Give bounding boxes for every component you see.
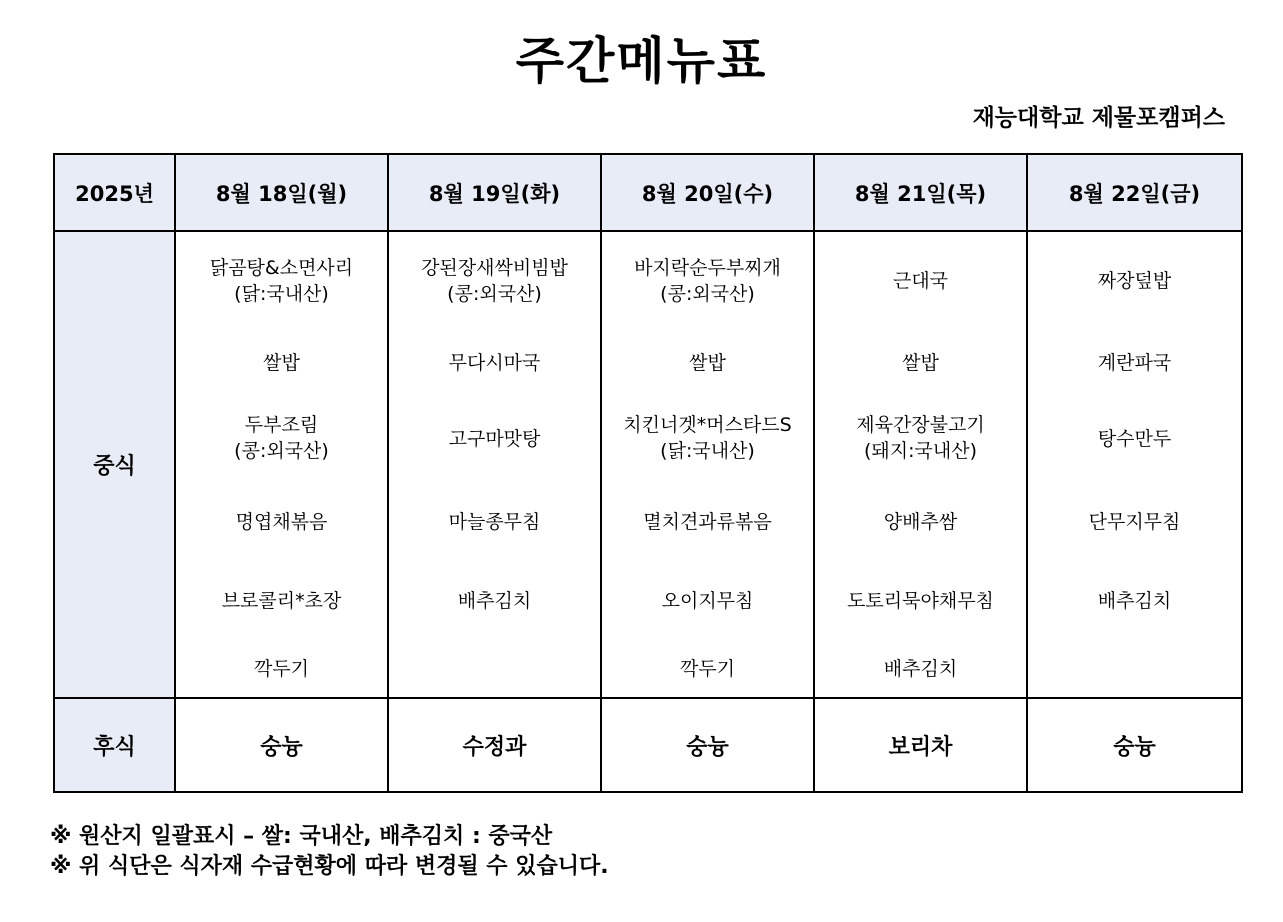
dish-origin: (닭:국내산): [234, 283, 329, 305]
dish-name: 배추김치: [883, 658, 958, 680]
menu-item: [1028, 268, 1241, 294]
dish-name: 마늘종무침: [448, 511, 541, 533]
lunch-cell: [601, 231, 814, 698]
dish-name: 양배추쌈: [883, 511, 958, 533]
lunch-label: 중식: [54, 231, 175, 698]
menu-item: [1028, 588, 1241, 614]
dessert-cell: 숭늉: [1027, 698, 1242, 792]
dish-name: 도토리묵야채무침: [847, 590, 994, 612]
menu-item: [815, 268, 1026, 294]
dish-name: 배추김치: [457, 590, 532, 612]
day-header: 8월 20일(수): [601, 154, 814, 231]
menu-item: [602, 588, 813, 614]
dish-name: 탕수만두: [1097, 428, 1172, 450]
campus-name: 재능대학교 제물포캠퍼스: [972, 105, 1225, 131]
menu-item: [815, 509, 1026, 535]
dish-name: 쌀밥: [263, 352, 300, 374]
year-header: 2025년: [54, 154, 175, 231]
page-title: 주간메뉴표: [515, 32, 768, 90]
dish-name: 강된장새싹비빔밥: [421, 257, 568, 279]
menu-item: [815, 412, 1026, 464]
dish-name: 닭곰탕&소면사리: [209, 257, 354, 279]
menu-item: [1028, 426, 1241, 452]
dish-name: 깍두기: [253, 658, 310, 680]
dish-name: 배추김치: [1097, 590, 1172, 612]
menu-item: [389, 350, 600, 376]
dish-name: 무다시마국: [448, 352, 541, 374]
menu-item: [602, 255, 813, 307]
menu-item: [815, 350, 1026, 376]
menu-item: [176, 656, 387, 682]
lunch-cell: [814, 231, 1027, 698]
dish-name: 두부조림: [244, 414, 319, 436]
change-note: ※ 위 식단은 식자재 수급현황에 따라 변경될 수 있습니다.: [50, 854, 609, 879]
notes: [50, 822, 609, 882]
menu-item: [815, 588, 1026, 614]
dish-name: 계란파국: [1097, 352, 1172, 374]
dish-name: 쌀밥: [689, 352, 726, 374]
dish-name: 브로콜리*초장: [221, 590, 342, 612]
menu-item: [602, 350, 813, 376]
menu-item: [602, 412, 813, 464]
dish-name: 짜장덮밥: [1097, 270, 1172, 292]
dish-name: 치킨너겟*머스타드S: [623, 414, 792, 436]
dessert-cell: 수정과: [388, 698, 601, 792]
lunch-row: [54, 231, 1242, 698]
dish-name: 명엽채볶음: [235, 511, 328, 533]
menu-item: [176, 255, 387, 307]
dish-name: 오이지무침: [661, 590, 754, 612]
menu-item: [1028, 509, 1241, 535]
dessert-label: 후식: [54, 698, 175, 792]
menu-item: [176, 509, 387, 535]
menu-item: [1028, 350, 1241, 376]
dish-origin: (콩:외국산): [234, 440, 329, 462]
dish-name: 깍두기: [679, 658, 736, 680]
dish-name: 쌀밥: [902, 352, 939, 374]
menu-item: [602, 656, 813, 682]
dessert-cell: 숭늉: [601, 698, 814, 792]
dish-name: 제육간장불고기: [856, 414, 985, 436]
menu-item: [176, 588, 387, 614]
lunch-cell: [175, 231, 388, 698]
day-header: 8월 22일(금): [1027, 154, 1242, 231]
dish-origin: (콩:외국산): [660, 283, 755, 305]
dish-origin: (닭:국내산): [660, 440, 755, 462]
menu-item: [389, 426, 600, 452]
dessert-row: [54, 698, 1242, 792]
dish-origin: (돼지:국내산): [864, 440, 977, 462]
day-header: 8월 21일(목): [814, 154, 1027, 231]
dish-origin: (콩:외국산): [447, 283, 542, 305]
menu-item: [815, 656, 1026, 682]
lunch-cell: [1027, 231, 1242, 698]
weekly-menu-table: [53, 153, 1243, 793]
origin-note: ※ 원산지 일괄표시 – 쌀: 국내산, 배추김치 : 중국산: [50, 824, 553, 849]
day-header: 8월 18일(월): [175, 154, 388, 231]
lunch-cell: [388, 231, 601, 698]
dish-name: 고구마맛탕: [448, 428, 541, 450]
dessert-cell: 숭늉: [175, 698, 388, 792]
menu-item: [389, 255, 600, 307]
menu-item: [176, 350, 387, 376]
dish-name: 멸치견과류볶음: [643, 511, 772, 533]
day-header: 8월 19일(화): [388, 154, 601, 231]
menu-item: [176, 412, 387, 464]
header-row: [54, 154, 1242, 231]
dish-name: 근대국: [892, 270, 949, 292]
dish-name: 바지락순두부찌개: [634, 257, 781, 279]
dessert-cell: 보리차: [814, 698, 1027, 792]
menu-item: [389, 509, 600, 535]
menu-item: [389, 588, 600, 614]
dish-name: 단무지무침: [1088, 511, 1181, 533]
menu-item: [602, 509, 813, 535]
